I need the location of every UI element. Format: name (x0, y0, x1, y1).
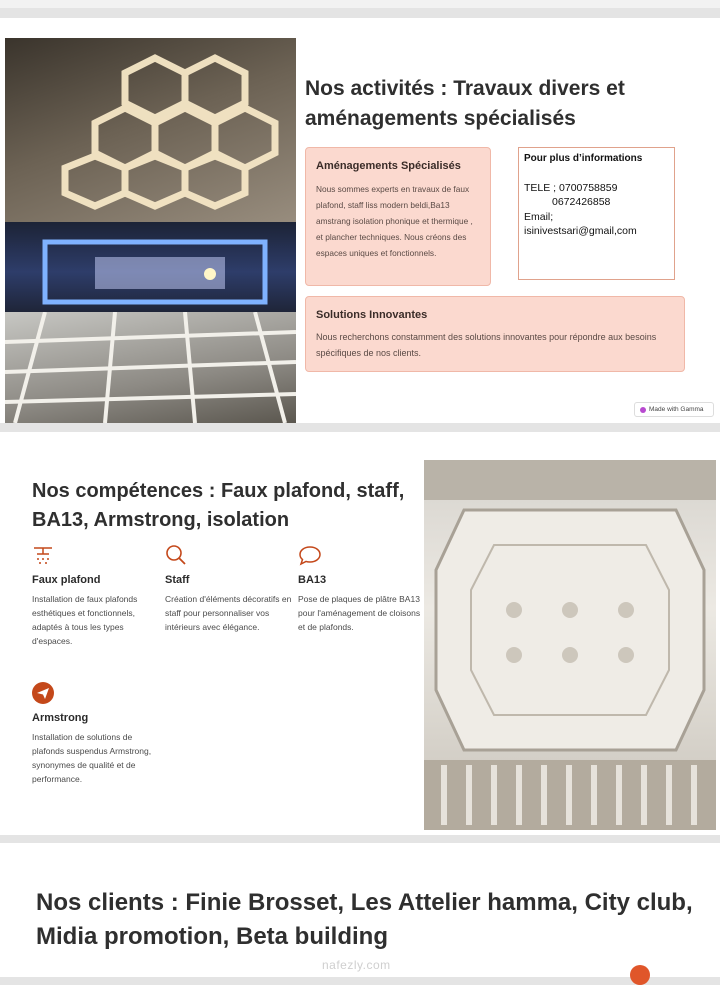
slide-title: Nos clients : Finie Brosset, Les Attelier hamma, City club, Midia promotion, Beta building (36, 889, 693, 950)
slide-clients (0, 843, 720, 977)
contact-title: Pour plus d’informations (524, 153, 643, 164)
gamma-logo-icon (640, 407, 646, 413)
contact-phone-2: 0672426858 (552, 196, 611, 208)
slide-competences (0, 432, 720, 835)
feature-desc: Installation de faux plafonds esthétiques et fonctionnels, adaptés à tous les types d'espaces. (32, 594, 138, 646)
photo-hexagon-ceiling (5, 38, 296, 231)
photo-led-ceiling (5, 222, 296, 322)
feature-desc: Pose de plaques de plâtre BA13 pour l'aménagement de cloisons et de plafonds. (298, 594, 421, 632)
search-icon (165, 544, 293, 566)
slide-title: Nos compétences : Faux plafond, staff, BA13, Armstrong, isolation (32, 480, 405, 531)
accent-dot-icon (630, 965, 650, 985)
speech-bubble-icon (298, 544, 426, 566)
feature-ba13 (298, 544, 426, 634)
feature-staff (165, 544, 293, 634)
made-with-gamma-badge[interactable] (634, 402, 714, 417)
feature-title: BA13 (298, 574, 327, 586)
badge-label: Made with Gamma (649, 406, 704, 413)
feature-title: Staff (165, 574, 190, 586)
feature-desc: Création d'éléments décoratifs en staff pour personnaliser vos intérieurs avec élégance. (165, 594, 292, 632)
send-icon (32, 682, 160, 704)
feature-faux-plafond (32, 544, 160, 648)
contact-phone: TELE ; 0700758859 (524, 181, 618, 194)
card-amenagements (305, 147, 491, 286)
card-body: Nous recherchons constamment des solutions innovantes pour répondre aux besoins spécifiques de nos clients. (316, 332, 657, 358)
feature-title: Armstrong (32, 712, 89, 724)
slide-title: Nos activités : Travaux divers et aménagements spécialisés (305, 77, 625, 130)
card-solutions (305, 296, 685, 372)
previous-slide-edge (0, 0, 720, 8)
contact-email-label: Email; (524, 210, 554, 223)
photo-grid-ceiling (5, 312, 296, 423)
ceiling-icon (32, 544, 160, 566)
contact-box (518, 147, 675, 280)
slide-activites (0, 18, 720, 423)
card-title: Aménagements Spécialisés (316, 160, 461, 172)
card-title: Solutions Innovantes (316, 309, 428, 321)
contact-email: isinivestsari@gmail,com (524, 225, 637, 237)
card-body: Nous sommes experts en travaux de faux plafond, staff liss modern beldi,Ba13 amstrang isolation phonique et thermique , et plancher techniques. Nous créons des espaces uniques et fonctionnels. (316, 184, 473, 258)
watermark: nafezly.com (322, 958, 391, 972)
feature-desc: Installation de solutions de plafonds suspendus Armstrong, synonymes de qualité et de performance. (32, 732, 152, 784)
feature-armstrong (32, 682, 160, 786)
feature-title: Faux plafond (32, 574, 101, 586)
photo-staff-ceiling (424, 460, 716, 830)
